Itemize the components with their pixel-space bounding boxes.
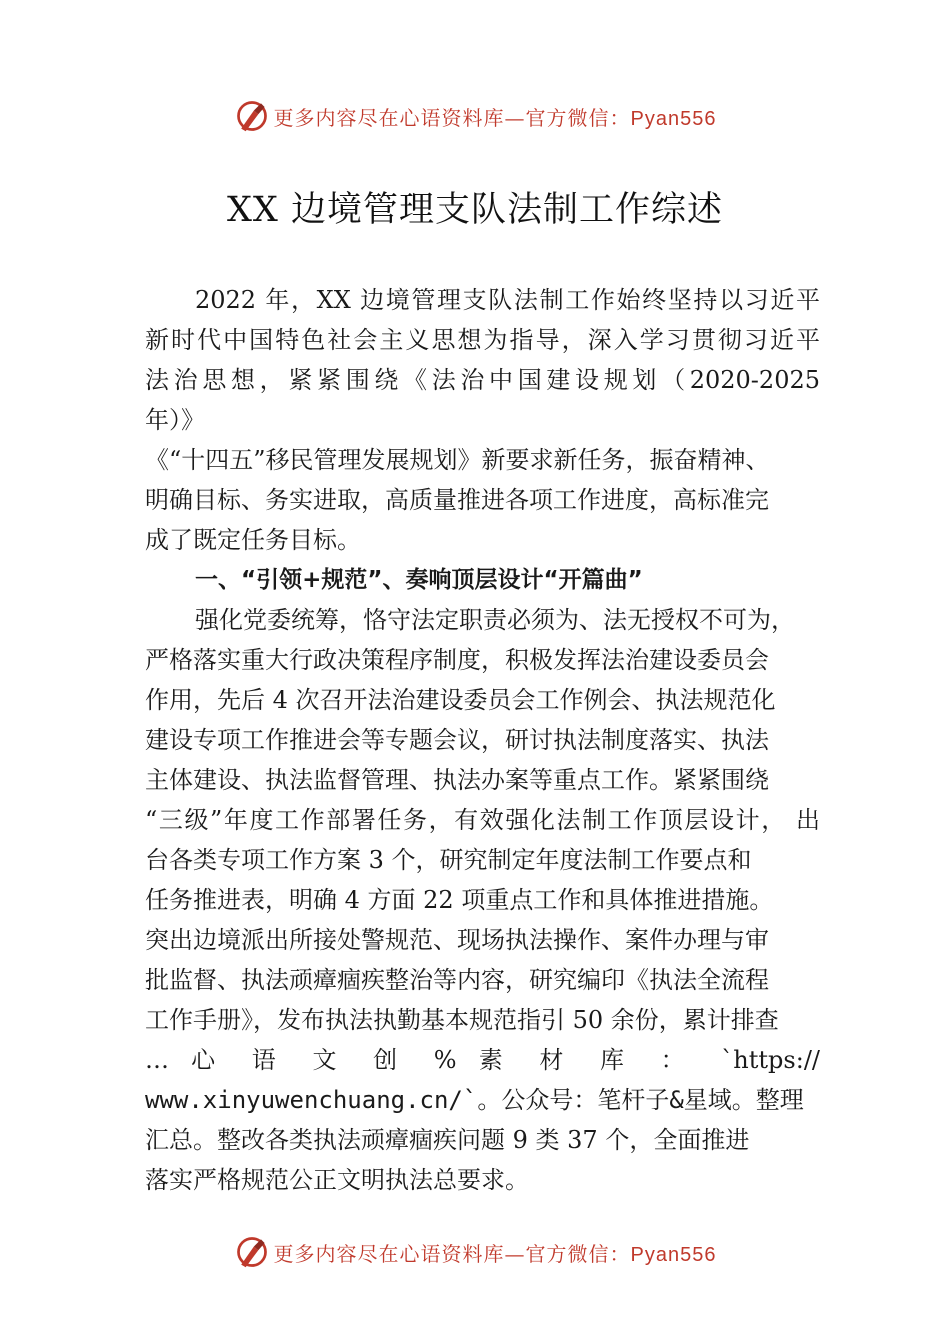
paragraph-line: 落实严格规范公正文明执法总要求。: [145, 1166, 529, 1194]
paragraph-line: 明确目标、务实进取，高质量推进各项工作进度，高标准完: [145, 486, 769, 514]
footer-wechat-id: Pyan556: [630, 1243, 717, 1266]
paragraph-line: … 心 语 文 创 % 素 材 库 ： `https://: [145, 1046, 820, 1074]
document-body: [145, 280, 820, 1200]
paragraph-line: 突出边境派出所接处警规范、现场执法操作、案件办理与审: [145, 926, 769, 954]
header-wechat-id: Pyan556: [630, 107, 717, 130]
section-heading: 一、“引领+规范”、奏响顶层设计“开篇曲”: [195, 567, 643, 593]
document-title: XX 边境管理支队法制工作综述: [227, 190, 723, 230]
pen-logo-icon: [234, 1234, 270, 1270]
paragraph-line: 台各类专项工作方案 3 个，研究制定年度法制工作要点和: [145, 846, 752, 874]
paragraph-line: 任务推进表，明确 4 方面 22 项重点工作和具体推进措施。: [145, 886, 774, 914]
paragraph-line: 汇总。整改各类执法顽瘴痼疾问题 9 类 37 个，全面推进: [145, 1126, 750, 1154]
footer-banner-text: 更多内容尽在心语资料库—官方微信：Pyan556: [273, 1241, 717, 1266]
paragraph-line: 新时代中国特色社会主义思想为指导，深入学习贯彻习近平: [145, 326, 820, 354]
paragraph-line: 作用，先后 4 次召开法治建设委员会工作例会、执法规范化: [145, 686, 776, 714]
paragraph-line: 批监督、执法顽瘴痼疾整治等内容，研究编印《执法全流程: [145, 966, 769, 994]
paragraph-line: 工作手册》，发布执法执勤基本规范指引 50 余份，累计排查: [145, 1006, 779, 1034]
header-banner-text: 更多内容尽在心语资料库—官方微信：Pyan556: [273, 105, 717, 130]
footer-banner: [0, 1232, 950, 1272]
pen-logo-icon: [234, 98, 270, 134]
paragraph-line: 法治思想，紧紧围绕《法治中国建设规划（2020-2025: [145, 366, 820, 394]
paragraph-line: 严格落实重大行政决策程序制度，积极发挥法治建设委员会: [145, 646, 769, 674]
header-banner: [0, 96, 950, 136]
paragraph-line: 《“十四五”移民管理发展规划》新要求新任务，振奋精神、: [145, 446, 770, 474]
paragraph-line: 建设专项工作推进会等专题会议，研讨执法制度落实、执法: [145, 726, 769, 754]
paragraph-line: 主体建设、执法监督管理、执法办案等重点工作。紧紧围绕: [145, 766, 769, 794]
paragraph-line: www.xinyuwenchuang.cn/`。公众号：笔杆子&星域。整理: [145, 1086, 804, 1114]
paragraph-line: 成了既定任务目标。: [145, 526, 361, 554]
paragraph-line: 2022 年，XX 边境管理支队法制工作始终坚持以习近平: [195, 286, 820, 314]
paragraph-line: “三级”年度工作部署任务，有效强化法制工作顶层设计， 出: [145, 806, 820, 834]
paragraph-line: 强化党委统筹，恪守法定职责必须为、法无授权不可为，: [195, 606, 795, 634]
paragraph-line: 年）》: [145, 406, 205, 434]
